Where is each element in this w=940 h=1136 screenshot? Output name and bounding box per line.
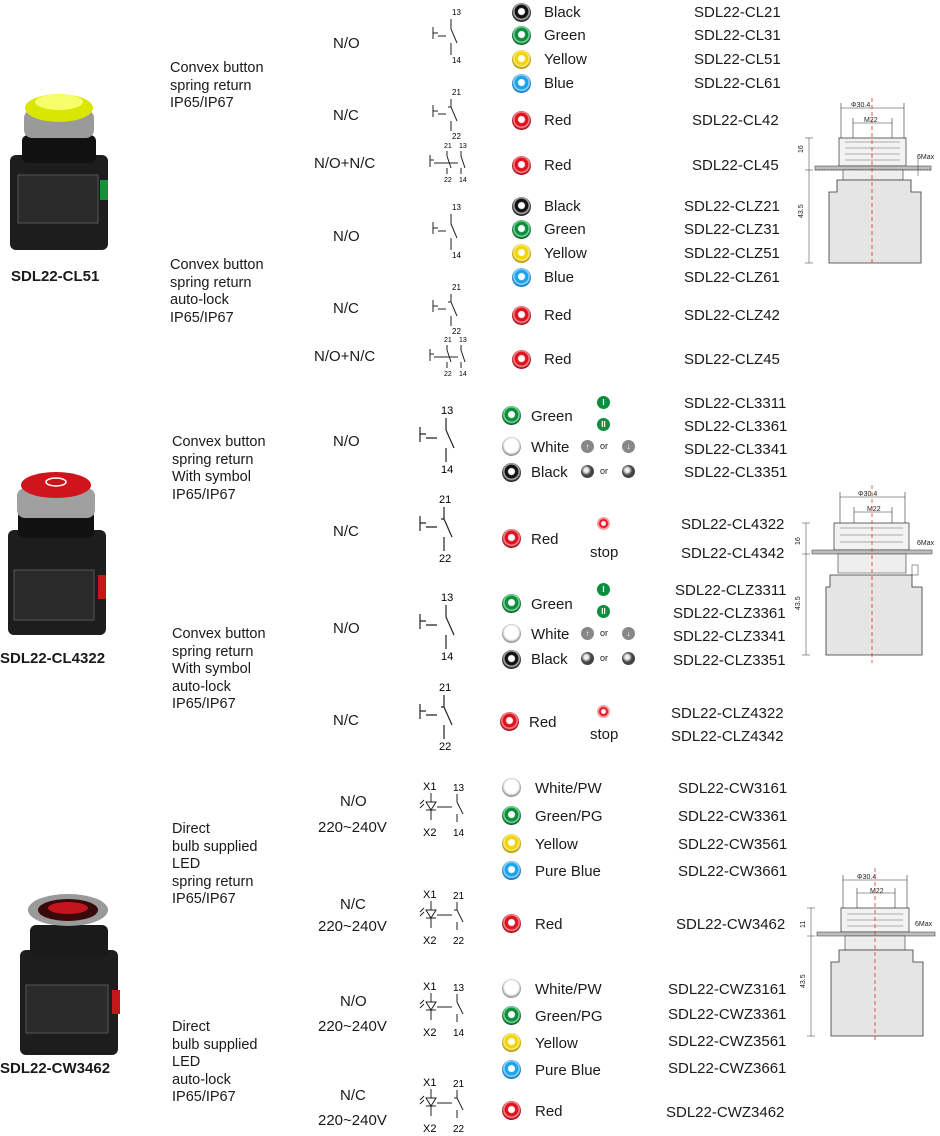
color-label: Black (531, 651, 568, 668)
color-label: Red (535, 916, 563, 933)
product-code: SDL22-CW3462 (676, 916, 786, 933)
section-description: Convex button spring return With symbol IP65/IP67 (172, 434, 266, 503)
led-nc-contact-diagram (420, 886, 472, 948)
color-dot-green (502, 1006, 521, 1025)
product-code: SDL22-CL3311 (684, 395, 787, 412)
product-code: SDL22-CLZ4322 (671, 705, 784, 722)
color-dot-yellow (512, 50, 531, 69)
product-code: SDL22-CW3361 (678, 808, 788, 825)
product-code: SDL22-CLZ21 (684, 198, 780, 215)
color-label: Red (531, 531, 559, 548)
color-label: White/PW (535, 981, 602, 998)
svg-text:11: 11 (800, 920, 807, 928)
svg-text:21: 21 (453, 891, 465, 902)
color-label: Blue (544, 269, 575, 286)
color-label: Yellow (535, 836, 578, 853)
color-dot-black (502, 463, 521, 482)
dimension-drawing (790, 485, 940, 663)
svg-text:Φ30.4: Φ30.4 (851, 102, 871, 109)
svg-text:22: 22 (439, 741, 452, 753)
svg-text:22: 22 (444, 177, 452, 184)
color-label: Green (544, 27, 586, 44)
svg-text:6Max: 6Max (915, 921, 933, 928)
product-code: SDL22-CL4342 (681, 545, 785, 562)
color-label: Pure Blue (535, 1062, 601, 1079)
svg-text:13: 13 (459, 143, 467, 150)
color-dot-white (502, 437, 521, 456)
or-label: or (600, 628, 609, 638)
color-label: Green/PG (535, 1008, 603, 1025)
dimension-drawing (795, 868, 940, 1040)
color-label: Red (535, 1103, 563, 1120)
product-code: SDL22-CLZ3361 (673, 605, 786, 622)
product-name: SDL22-CW3462 (0, 1060, 111, 1077)
contact-type: N/C (340, 896, 366, 913)
contact-type: N/C (333, 300, 359, 317)
svg-text:22: 22 (444, 371, 452, 378)
no-contact-diagram (430, 200, 460, 260)
svg-text:X2: X2 (423, 935, 437, 947)
color-label: White/PW (535, 780, 602, 797)
svg-text:13: 13 (452, 8, 461, 17)
product-code: SDL22-CWZ3561 (668, 1033, 787, 1050)
svg-text:13: 13 (453, 983, 465, 994)
color-label: White (531, 626, 570, 643)
svg-text:21: 21 (444, 143, 452, 150)
svg-text:M22: M22 (867, 506, 881, 513)
svg-text:21: 21 (439, 494, 452, 506)
nc-contact-diagram (430, 282, 460, 334)
color-dot-white (502, 979, 521, 998)
product-code: SDL22-CW3161 (678, 780, 788, 797)
product-code: SDL22-CL31 (694, 27, 781, 44)
product-code: SDL22-CW3661 (678, 863, 788, 880)
svg-text:14: 14 (459, 371, 467, 378)
product-code: SDL22-CLZ3341 (673, 628, 786, 645)
stop-symbol-icon (597, 517, 610, 530)
arrow-down-icon: ↓ (622, 440, 635, 453)
svg-text:6Max: 6Max (917, 154, 935, 161)
svg-text:16: 16 (795, 537, 802, 545)
symbol-off-icon: II (597, 605, 610, 618)
svg-text:14: 14 (453, 1028, 465, 1039)
color-label: Green/PG (535, 808, 603, 825)
contact-type: N/C (333, 107, 359, 124)
color-dot-blue (502, 1060, 521, 1079)
color-label: Blue (544, 75, 575, 92)
color-dot-black (502, 650, 521, 669)
color-label: Black (544, 4, 581, 21)
color-dot-red (500, 712, 519, 731)
svg-text:13: 13 (441, 405, 454, 417)
stop-label: stop (590, 544, 619, 561)
product-code: SDL22-CLZ61 (684, 269, 780, 286)
color-dot-white (502, 778, 521, 797)
voltage: 220~240V (318, 1112, 387, 1129)
svg-text:M22: M22 (864, 117, 878, 124)
svg-text:22: 22 (453, 936, 465, 947)
product-code: SDL22-CL45 (692, 157, 779, 174)
nc-contact-diagram (430, 87, 460, 139)
color-dot-green (502, 594, 521, 613)
contact-type: N/O (333, 35, 360, 52)
svg-text:13: 13 (453, 783, 465, 794)
symbol-on-icon: I (597, 396, 610, 409)
contact-type: N/O+N/C (314, 348, 376, 365)
svg-text:21: 21 (453, 1079, 465, 1090)
color-label: Yellow (544, 51, 587, 68)
or-label: or (600, 653, 609, 663)
svg-text:14: 14 (453, 828, 465, 839)
svg-text:13: 13 (459, 337, 467, 344)
color-label: Green (531, 596, 573, 613)
section-description: Direct bulb supplied LED spring return IP65/IP67 (172, 821, 258, 907)
contact-type: N/O (333, 620, 360, 637)
color-dot-green (502, 406, 521, 425)
product-code: SDL22-CWZ3661 (668, 1060, 787, 1077)
product-code: SDL22-CWZ3462 (666, 1104, 785, 1121)
color-label: Yellow (544, 245, 587, 262)
svg-text:22: 22 (452, 327, 461, 336)
svg-text:X2: X2 (423, 1027, 437, 1039)
color-dot-blue (512, 268, 531, 287)
symbol-icon (622, 652, 635, 665)
section-description: Direct bulb supplied LED auto-lock IP65/IP67 (172, 1019, 258, 1105)
product-name: SDL22-CL51 (11, 268, 100, 285)
svg-text:X1: X1 (423, 1077, 437, 1089)
led-no-contact-diagram (420, 978, 472, 1040)
svg-text:21: 21 (439, 682, 452, 694)
svg-text:22: 22 (452, 132, 461, 141)
symbol-icon (622, 465, 635, 478)
svg-text:21: 21 (444, 337, 452, 344)
product-code: SDL22-CLZ3351 (673, 652, 786, 669)
contact-type: N/O (333, 433, 360, 450)
contact-type: N/C (340, 1087, 366, 1104)
color-label: White (531, 439, 570, 456)
product-photo-cl4322 (0, 460, 115, 640)
product-code: SDL22-CL42 (692, 112, 779, 129)
arrow-down-icon: ↓ (622, 627, 635, 640)
svg-text:13: 13 (452, 203, 461, 212)
section-description: Convex button spring return IP65/IP67 (170, 60, 264, 111)
svg-text:43.5: 43.5 (800, 974, 807, 988)
symbol-on-icon: I (597, 583, 610, 596)
stop-symbol-icon (597, 705, 610, 718)
svg-text:13: 13 (441, 592, 454, 604)
arrow-up-icon: ↑ (581, 440, 594, 453)
color-dot-green (512, 26, 531, 45)
nc-contact-diagram (415, 489, 465, 564)
color-dot-red (502, 914, 521, 933)
svg-text:21: 21 (452, 283, 461, 292)
color-label: Yellow (535, 1035, 578, 1052)
svg-text:14: 14 (452, 56, 461, 65)
contact-type: N/O (340, 793, 367, 810)
product-code: SDL22-CL4322 (681, 516, 785, 533)
color-label: Red (544, 307, 572, 324)
voltage: 220~240V (318, 1018, 387, 1035)
contact-type: N/C (333, 523, 359, 540)
color-dot-red (512, 156, 531, 175)
contact-type: N/O+N/C (314, 155, 376, 172)
color-dot-red (512, 306, 531, 325)
dimension-drawing (793, 98, 938, 266)
svg-text:X2: X2 (423, 1123, 437, 1135)
product-code: SDL22-CL21 (694, 4, 781, 21)
no-nc-contact-diagram (428, 140, 472, 185)
product-name: SDL22-CL4322 (0, 650, 106, 667)
nc-contact-diagram (415, 677, 465, 752)
product-code: SDL22-CLZ51 (684, 245, 780, 262)
svg-text:14: 14 (452, 251, 461, 260)
svg-text:22: 22 (453, 1124, 465, 1135)
svg-text:X1: X1 (423, 781, 437, 793)
svg-text:16: 16 (798, 145, 805, 153)
product-code: SDL22-CWZ3361 (668, 1006, 787, 1023)
led-nc-contact-diagram (420, 1074, 472, 1136)
svg-text:21: 21 (452, 88, 461, 97)
color-label: Red (544, 157, 572, 174)
product-photo-cw3462 (0, 885, 125, 1060)
led-no-contact-diagram (420, 778, 472, 840)
color-label: Red (544, 112, 572, 129)
svg-text:14: 14 (441, 464, 454, 476)
svg-text:Φ30.4: Φ30.4 (858, 491, 878, 498)
color-dot-red (502, 529, 521, 548)
color-dot-red (512, 350, 531, 369)
product-photo-cl51 (0, 80, 120, 250)
product-code: SDL22-CL3361 (684, 418, 788, 435)
color-dot-blue (512, 74, 531, 93)
symbol-icon (581, 652, 594, 665)
color-label: Green (544, 221, 586, 238)
contact-type: N/O (333, 228, 360, 245)
color-dot-yellow (502, 834, 521, 853)
color-dot-green (502, 806, 521, 825)
product-code: SDL22-CL3341 (684, 441, 788, 458)
product-code: SDL22-CLZ42 (684, 307, 780, 324)
product-code: SDL22-CLZ31 (684, 221, 780, 238)
voltage: 220~240V (318, 918, 387, 935)
color-label: Red (544, 351, 572, 368)
product-code: SDL22-CW3561 (678, 836, 788, 853)
symbol-icon (581, 465, 594, 478)
svg-text:43.5: 43.5 (798, 204, 805, 218)
no-contact-diagram (415, 400, 465, 475)
color-dot-blue (502, 861, 521, 880)
svg-text:22: 22 (439, 553, 452, 565)
product-code: SDL22-CLZ45 (684, 351, 780, 368)
color-dot-yellow (512, 244, 531, 263)
color-dot-black (512, 3, 531, 22)
or-label: or (600, 466, 609, 476)
stop-label: stop (590, 726, 619, 743)
arrow-up-icon: ↑ (581, 627, 594, 640)
color-label: Red (529, 714, 557, 731)
product-code: SDL22-CLZ4342 (671, 728, 784, 745)
contact-type: N/O (340, 993, 367, 1010)
color-label: Pure Blue (535, 863, 601, 880)
svg-text:X1: X1 (423, 981, 437, 993)
symbol-off-icon: II (597, 418, 610, 431)
no-nc-contact-diagram (428, 334, 472, 379)
voltage: 220~240V (318, 819, 387, 836)
svg-text:14: 14 (459, 177, 467, 184)
color-dot-yellow (502, 1033, 521, 1052)
svg-text:Φ30.4: Φ30.4 (857, 874, 877, 881)
contact-type: N/C (333, 712, 359, 729)
no-contact-diagram (430, 5, 460, 65)
color-dot-white (502, 624, 521, 643)
svg-text:43.5: 43.5 (795, 596, 802, 610)
color-dot-black (512, 197, 531, 216)
svg-text:M22: M22 (870, 888, 884, 895)
or-label: or (600, 441, 609, 451)
color-dot-red (512, 111, 531, 130)
section-description: Convex button spring return With symbol auto-lock IP65/IP67 (172, 626, 266, 712)
color-label: Black (531, 464, 568, 481)
svg-text:X1: X1 (423, 889, 437, 901)
svg-text:6Max: 6Max (917, 540, 935, 547)
product-code: SDL22-CWZ3161 (668, 981, 787, 998)
svg-text:X2: X2 (423, 827, 437, 839)
color-dot-green (512, 220, 531, 239)
section-description: Convex button spring return auto-lock IP65/IP67 (170, 257, 264, 326)
svg-text:14: 14 (441, 651, 454, 663)
color-dot-red (502, 1101, 521, 1120)
product-code: SDL22-CLZ3311 (675, 582, 787, 599)
product-code: SDL22-CL3351 (684, 464, 788, 481)
color-label: Green (531, 408, 573, 425)
color-label: Black (544, 198, 581, 215)
product-code: SDL22-CL61 (694, 75, 781, 92)
product-code: SDL22-CL51 (694, 51, 781, 68)
no-contact-diagram (415, 587, 465, 662)
